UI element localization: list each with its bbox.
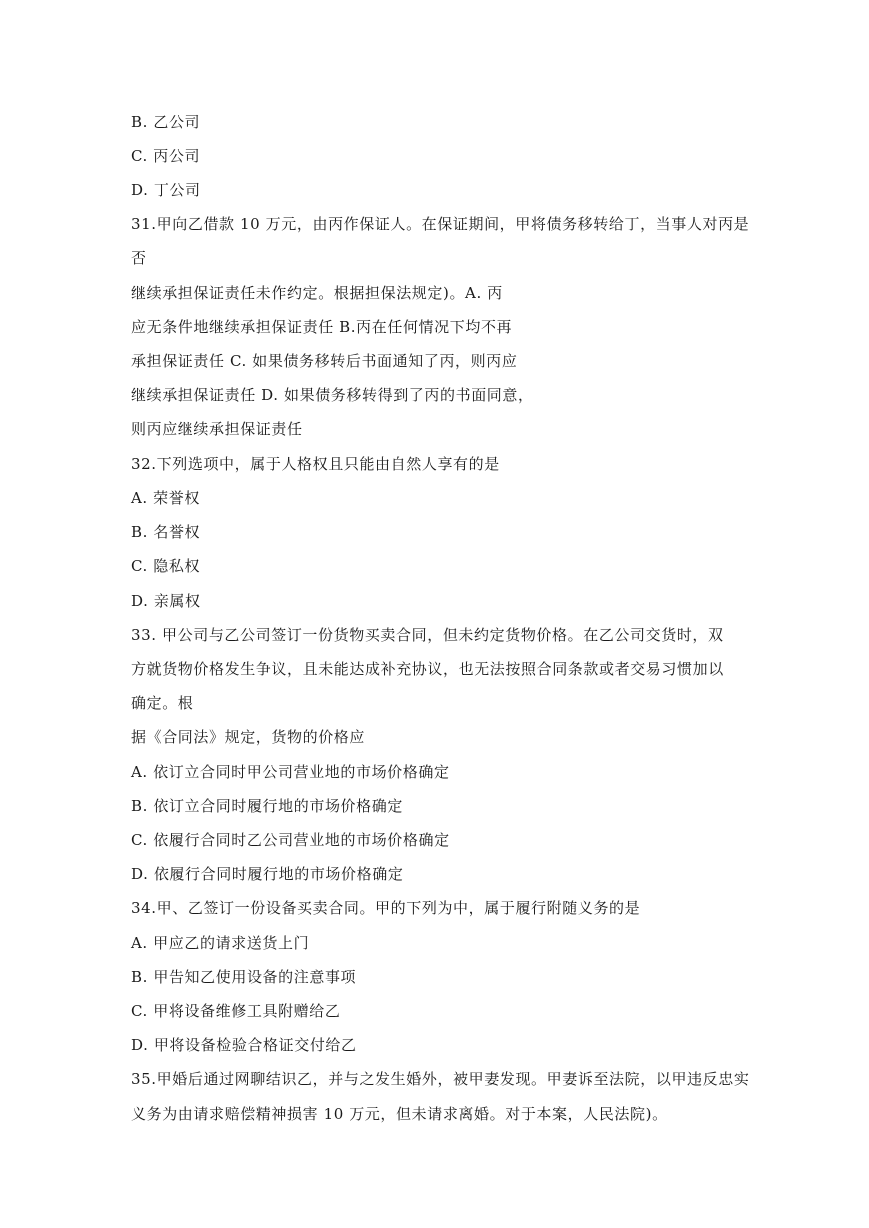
question-33-line-4: 据《合同法》规定，货物的价格应 bbox=[131, 728, 366, 746]
question-34-option-d: D. 甲将设备检验合格证交付给乙 bbox=[131, 1036, 357, 1054]
option-c-text: C. 丙公司 bbox=[131, 147, 201, 165]
option-d-text: D. 丁公司 bbox=[131, 181, 201, 199]
question-33-option-c: C. 依履行合同时乙公司营业地的市场价格确定 bbox=[131, 831, 450, 849]
question-33-option-d: D. 依履行合同时履行地的市场价格确定 bbox=[131, 865, 404, 883]
question-31-line-4: 应无条件地继续承担保证责任 B.丙在任何情况下均不再 bbox=[131, 318, 513, 336]
question-32-option-c: C. 隐私权 bbox=[131, 557, 201, 575]
question-35-line-2: 义务为由请求赔偿精神损害 10 万元，但未请求离婚。对于本案，人民法院)。 bbox=[131, 1105, 668, 1123]
question-33-line-1: 33. 甲公司与乙公司签订一份货物买卖合同，但未约定货物价格。在乙公司交货时，双 bbox=[131, 626, 724, 644]
question-33-line-2: 方就货物价格发生争议，且未能达成补充协议，也无法按照合同条款或者交易习惯加以 bbox=[131, 660, 724, 678]
question-34-option-c: C. 甲将设备维修工具附赠给乙 bbox=[131, 1002, 341, 1020]
question-31-line-5: 承担保证责任 C. 如果债务移转后书面通知了丙，则丙应 bbox=[131, 352, 518, 370]
question-31-line-6: 继续承担保证责任 D. 如果债务移转得到了丙的书面同意， bbox=[131, 386, 534, 404]
question-31-line-1: 31.甲向乙借款 10 万元，由丙作保证人。在保证期间，甲将债务移转给丁，当事人对丙是 bbox=[131, 215, 750, 233]
question-33-line-3: 确定。根 bbox=[131, 694, 194, 712]
question-33-option-a: A. 依订立合同时甲公司营业地的市场价格确定 bbox=[131, 763, 450, 781]
question-34-option-b: B. 甲告知乙使用设备的注意事项 bbox=[131, 968, 357, 986]
question-32-text: 32.下列选项中，属于人格权且只能由自然人享有的是 bbox=[131, 455, 500, 473]
question-33-option-b: B. 依订立合同时履行地的市场价格确定 bbox=[131, 797, 403, 815]
question-31-line-2: 否 bbox=[131, 249, 147, 267]
question-31-line-7: 则丙应继续承担保证责任 bbox=[131, 420, 303, 438]
question-32-option-d: D. 亲属权 bbox=[131, 592, 201, 610]
question-32-option-b: B. 名誉权 bbox=[131, 523, 201, 541]
question-32-option-a: A. 荣誉权 bbox=[131, 489, 200, 507]
question-34-text: 34.甲、乙签订一份设备买卖合同。甲的下列为中，属于履行附随义务的是 bbox=[131, 899, 641, 917]
option-b-text: B. 乙公司 bbox=[131, 113, 201, 131]
question-34-option-a: A. 甲应乙的请求送货上门 bbox=[131, 934, 310, 952]
question-35-line-1: 35.甲婚后通过网聊结识乙，并与之发生婚外，被甲妻发现。甲妻诉至法院，以甲违反忠实 bbox=[131, 1070, 750, 1088]
question-31-line-3: 继续承担保证责任未作约定。根据担保法规定)。A. 丙 bbox=[131, 284, 503, 302]
